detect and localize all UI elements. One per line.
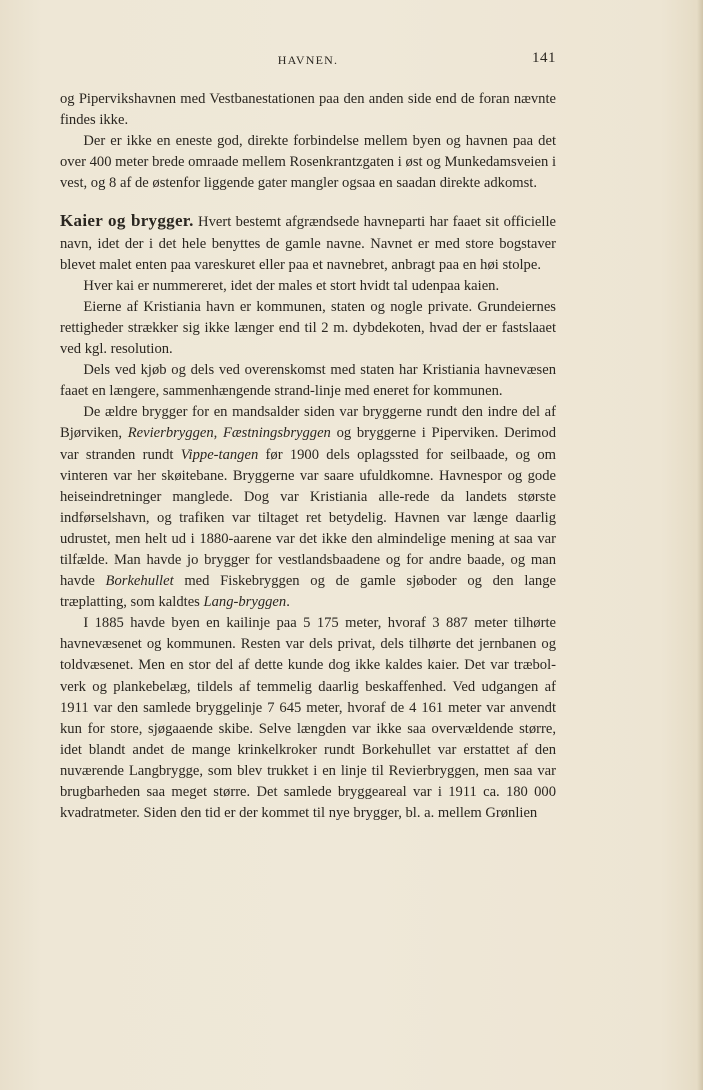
paragraph-4-text: Hver kai er nummereret, idet der males et stort hvidt tal udenpaa kaien. bbox=[83, 277, 500, 294]
paragraph-1 bbox=[60, 89, 556, 131]
italic-langbryggen: Lang-bryggen bbox=[203, 594, 287, 611]
paragraph-7-text-d: før 1900 dels oplagssted for seilbaade, og om vinteren var her skøitebane. Bryggerne var saare ufuldkomne. Havnespor og gode heiseindretninger manglede. Dog var Kristiania alle-rede da landets største indførselshavn, og trafiken var tiltaget ret betydelig. Havnen var længe daarlig udrustet, men helt ud i 1880-aarene var det ikke den almindelige mening at saa var tilfælde. Man havde jo brygger for vestlandsbaadene og for andre baade, og man havde bbox=[60, 446, 556, 590]
paragraph-5 bbox=[60, 297, 556, 360]
page-number: 141 bbox=[532, 50, 556, 66]
paragraph-1-text: og Pipervikshavnen med Vestbanestationen paa den anden side end de foran nævnte findes ikke. bbox=[60, 91, 556, 129]
paragraph-7-text-f: . bbox=[286, 594, 290, 611]
paragraph-6-text: Dels ved kjøb og dels ved overenskomst med staten har Kristiania havnevæsen faaet en længere, sammenhængende strand-linje med eneret for kommunen. bbox=[60, 362, 556, 400]
paragraph-7-text-e: med Fiskebryggen og de gamle sjøboder og den lange træplatting, som kaldtes bbox=[60, 573, 556, 611]
paragraph-7-text-a: De ældre brygger for en mandsalder siden var bryggerne rundt den indre del af Bjørviken, bbox=[60, 404, 556, 442]
paragraph-3-text: Hvert bestemt afgrændsede havneparti har faaet sit officielle navn, idet der i det hele benyttes de gamle navne. Navnet er med store bogstaver blevet malet enten paa vareskuret eller paa et navnebret, anbragt paa en høi stolpe. bbox=[60, 214, 556, 273]
paragraph-6 bbox=[60, 360, 556, 402]
paragraph-7-text-b: , bbox=[213, 425, 224, 442]
italic-vippetangen: Vippe-tangen bbox=[180, 446, 259, 463]
paragraph-5-text: Eierne af Kristiania havn er kommunen, staten og nogle private. Grundeiernes rettigheder strækker sig ikke længer end til 2 m. dybdekoten, hvad der er fastslaaet ved kgl. resolution. bbox=[60, 298, 556, 358]
italic-revierbryggen: Revierbryggen bbox=[127, 425, 214, 442]
paragraph-7-text-c: og bryggerne i Piperviken. Derimod var stranden rundt bbox=[60, 425, 556, 463]
running-head: HAVNEN. bbox=[277, 53, 339, 67]
paragraph-4 bbox=[60, 276, 556, 297]
page-edge-shadow bbox=[697, 0, 703, 1090]
page-header bbox=[60, 50, 556, 70]
paragraph-3 bbox=[60, 210, 556, 275]
body-text bbox=[60, 89, 556, 824]
paragraph-2-text: Der er ikke en eneste god, direkte forbindelse mellem byen og havnen paa det over 400 meter brede omraade mellem Rosenkrantzgaten i øst og Munkedamsveien i vest, og 8 af de østenfor liggende gater mangler ogsaa en saadan direkte adkomst. bbox=[60, 133, 556, 192]
paragraph-8 bbox=[60, 613, 556, 824]
italic-borkehullet: Borkehullet bbox=[105, 573, 174, 590]
italic-faestningsbryggen: Fæstningsbryggen bbox=[223, 425, 331, 442]
paragraph-7 bbox=[60, 402, 556, 613]
paragraph-2 bbox=[60, 131, 556, 194]
section-heading: Kaier og brygger. bbox=[60, 211, 194, 231]
paragraph-8-text: I 1885 havde byen en kailinje paa 5 175 meter, hvoraf 3 887 meter tilhørte havnevæsenet og kommunen. Resten var dels privat, dels tilhørte det jernbanen og toldvæsenet. Men en stor del af dette kunde dog ikke kaldes kaier. Det var træbol-verk og plankebelæg, tildels af temmelig daarlig beskaffenhed. Ved udgangen af 1911 var den samlede bryggelinje 7 645 meter, hvoraf de 4 161 meter var anvendt kun for store, sjøgaaende skibe. Selve længden var ikke saa overvældende større, idet blandt andet de mange krinkelkroker rundt Borkehullet var erstattet af den nuværende Langbrygge, som blev trukket i en linje til Revierbryggen, men saa var brugbarheden saa meget større. Det samlede bryggeareal var i 1911 ca. 180 000 kvadratmeter. Siden den tid er der kommet til nye brygger, bl. a. mellem Grønlien bbox=[60, 615, 556, 822]
